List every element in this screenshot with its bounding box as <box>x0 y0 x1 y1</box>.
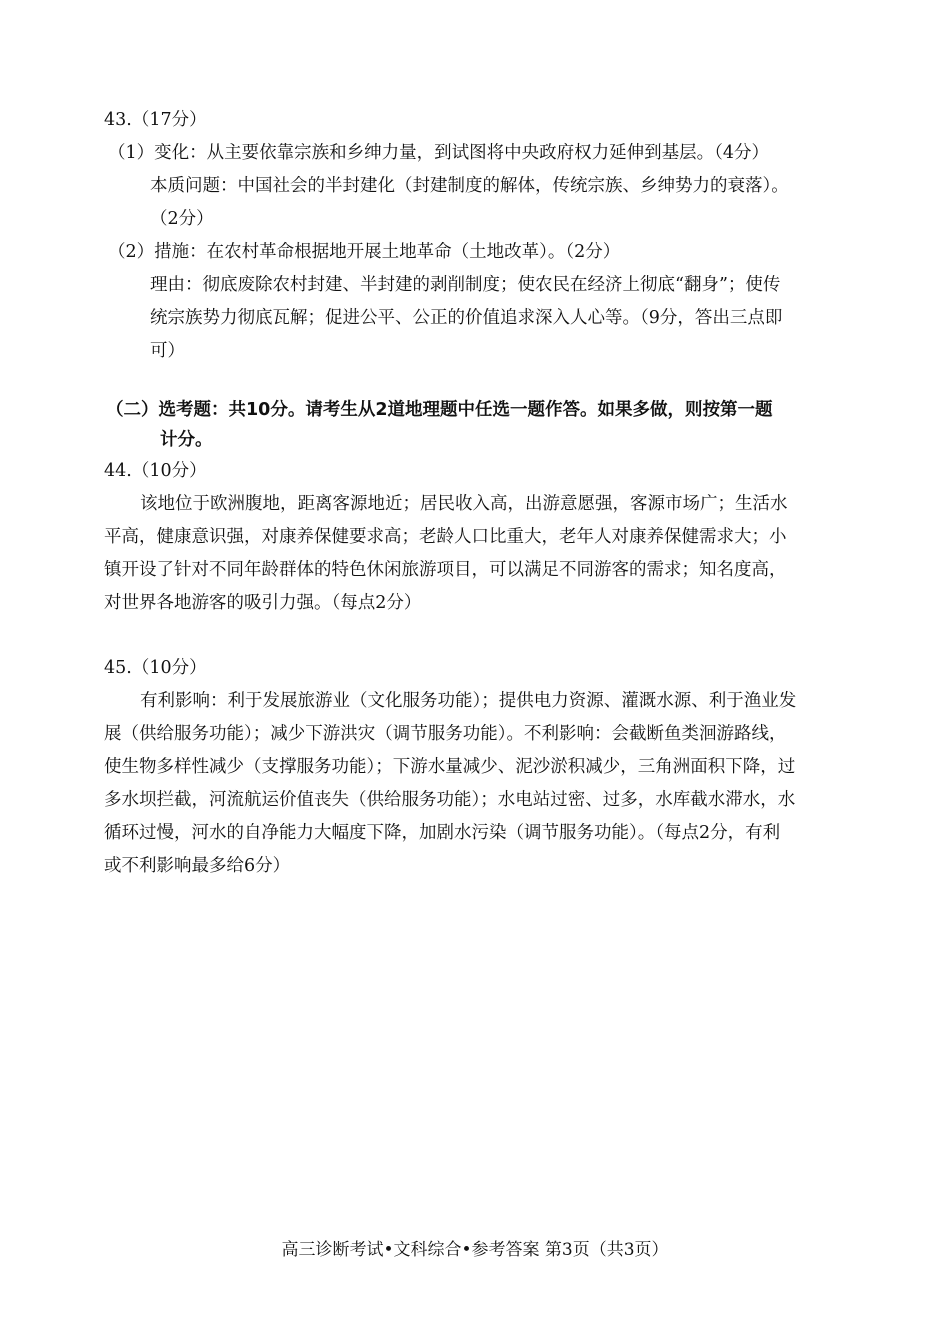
q43-part1-change: （1）变化：从主要依靠宗族和乡绅力量，到试图将中央政府权力延伸到基层。（4分） <box>108 143 770 163</box>
q45-line6: 或不利影响最多给6分） <box>104 856 291 876</box>
q45-line4: 多水坝拦截，河流航运价值丧失（供给服务功能）；水电站过密、过多，水库截水滞水，水 <box>104 790 796 810</box>
q44-line4: 对世界各地游客的吸引力强。（每点2分） <box>104 593 422 613</box>
q43-part1-essence-line1: 本质问题：中国社会的半封建化（封建制度的解体，传统宗族、乡绅势力的衰落）。 <box>150 176 789 196</box>
q45-line2: 展（供给服务功能）；减少下游洪灾（调节服务功能）。不利影响：会截断鱼类洄游路线， <box>104 724 787 744</box>
q45-header: 45.（10分） <box>104 658 207 678</box>
q43-part2-measure: （2）措施：在农村革命根据地开展土地革命（土地改革）。（2分） <box>108 242 621 262</box>
q43-part2-reason-line3: 可） <box>150 341 185 361</box>
q43-part2-reason-line1: 理由：彻底废除农村封建、半封建的剥削制度；使农民在经济上彻底“翻身”；使传 <box>150 275 781 295</box>
section-2-title-line1: （二）选考题：共10分。请考生从2道地理题中任选一题作答。如果多做，则按第一题 <box>106 400 773 420</box>
q43-header: 43.（17分） <box>104 110 207 130</box>
q44-line3: 镇开设了针对不同年龄群体的特色休闲旅游项目，可以满足不同游客的需求；知名度高， <box>104 560 787 580</box>
q44-line2: 平高，健康意识强，对康养保健要求高；老龄人口比重大，老年人对康养保健需求大；小 <box>104 527 787 547</box>
section-2-title-line2: 计分。 <box>160 430 213 450</box>
q44-line1: 该地位于欧洲腹地，距离客源地近；居民收入高，出游意愿强，客源市场广；生活水 <box>140 494 788 514</box>
q45-line5: 循环过慢，河水的自净能力大幅度下降，加剧水污染（调节服务功能）。（每点2分，有利 <box>104 823 781 843</box>
q44-header: 44.（10分） <box>104 461 207 481</box>
q45-line3: 使生物多样性减少（支撑服务功能）；下游水量减少、泥沙淤积减少，三角洲面积下降，过 <box>104 757 796 777</box>
page-footer: 高三诊断考试•文科综合•参考答案 第3页（共3页） <box>281 1240 669 1260</box>
q43-part2-reason-line2: 统宗族势力彻底瓦解；促进公平、公正的价值追求深入人心等。（9分，答出三点即 <box>150 308 783 328</box>
q45-line1: 有利影响：利于发展旅游业（文化服务功能）；提供电力资源、灌溉水源、利于渔业发 <box>140 691 797 711</box>
q43-part1-essence-line2: （2分） <box>150 209 214 229</box>
